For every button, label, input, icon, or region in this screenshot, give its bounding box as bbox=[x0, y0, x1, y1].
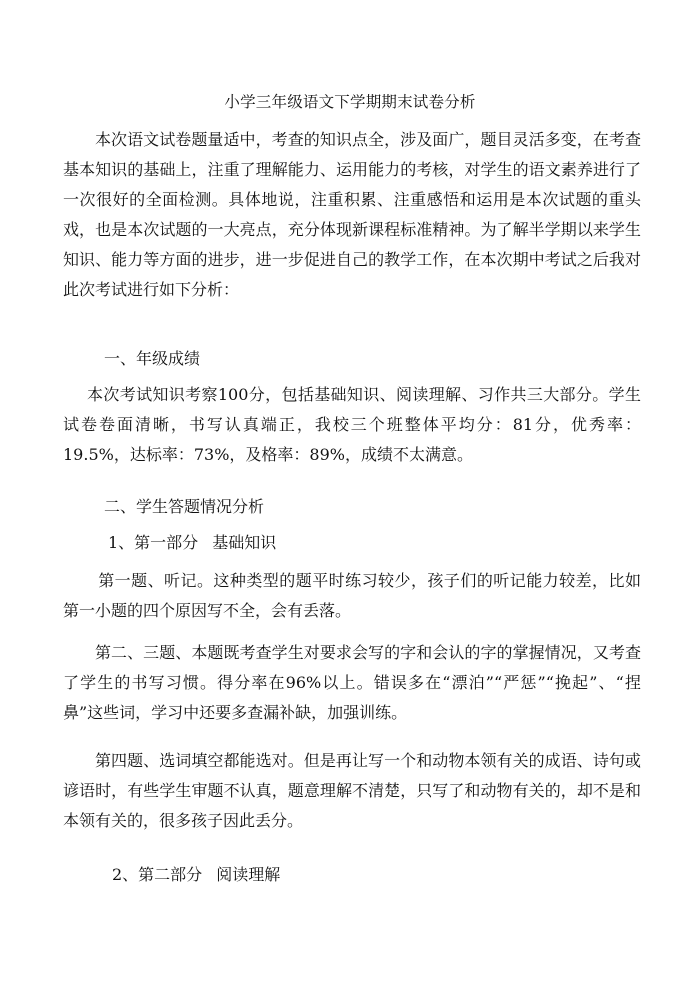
part1-number: 1、第一部分 bbox=[108, 533, 199, 552]
part1-name: 基础知识 bbox=[212, 533, 277, 552]
question1-paragraph: 第一题、听记。这种类型的题平时练习较少，孩子们的听记能力较差，比如第一小题的四个原因写不全，会有丢落。 bbox=[63, 571, 641, 620]
section1-body: 本次考试知识考察100分，包括基础知识、阅读理解、习作共三大部分。学生试卷卷面清晰，书写认真端正，我校三个班整体平均分：81分，优秀率：19.5%，达标率：73%，及格率：89%，成绩不太满意。 bbox=[63, 385, 641, 464]
intro-paragraph: 本次语文试卷题量适中，考查的知识点全，涉及面广，题目灵活多变，在考查基本知识的基础上，注重了理解能力、运用能力的考核，对学生的语文素养进行了一次很好的全面检测。具体地说，注重积累、注重感悟和运用是本次试题的重头戏，也是本次试题的一大亮点，充分体现新课程标准精神。为了解半学期以来学生知识、能力等方面的进步，进一步促进自己的教学工作，在本次期中考试之后我对此次考试进行如下分析： bbox=[63, 130, 641, 299]
part1-heading bbox=[108, 528, 276, 558]
page-title: 小学三年级语文下学期期末试卷分析 bbox=[224, 93, 476, 111]
part2-heading bbox=[112, 860, 280, 890]
section1-heading: 一、年级成绩 bbox=[104, 349, 201, 368]
part2-number: 2、第二部分 bbox=[112, 865, 203, 884]
section2-heading: 二、学生答题情况分析 bbox=[104, 497, 265, 516]
question4-paragraph: 第四题、选词填空都能选对。但是再让写一个和动物本领有关的成语、诗句或谚语时，有些学生审题不认真，题意理解不清楚，只写了和动物有关的，却不是和本领有关的，很多孩子因此丢分。 bbox=[63, 751, 641, 830]
part2-name: 阅读理解 bbox=[216, 865, 281, 884]
question2-paragraph: 第二、三题、本题既考查学生对要求会写的字和会认的字的掌握情况，又考查了学生的书写习惯。得分率在96%以上。错误多在“漂泊”“严惩”“挽起”、“捏鼻”这些词，学习中还要多查漏补缺，加强训练。 bbox=[63, 643, 641, 722]
